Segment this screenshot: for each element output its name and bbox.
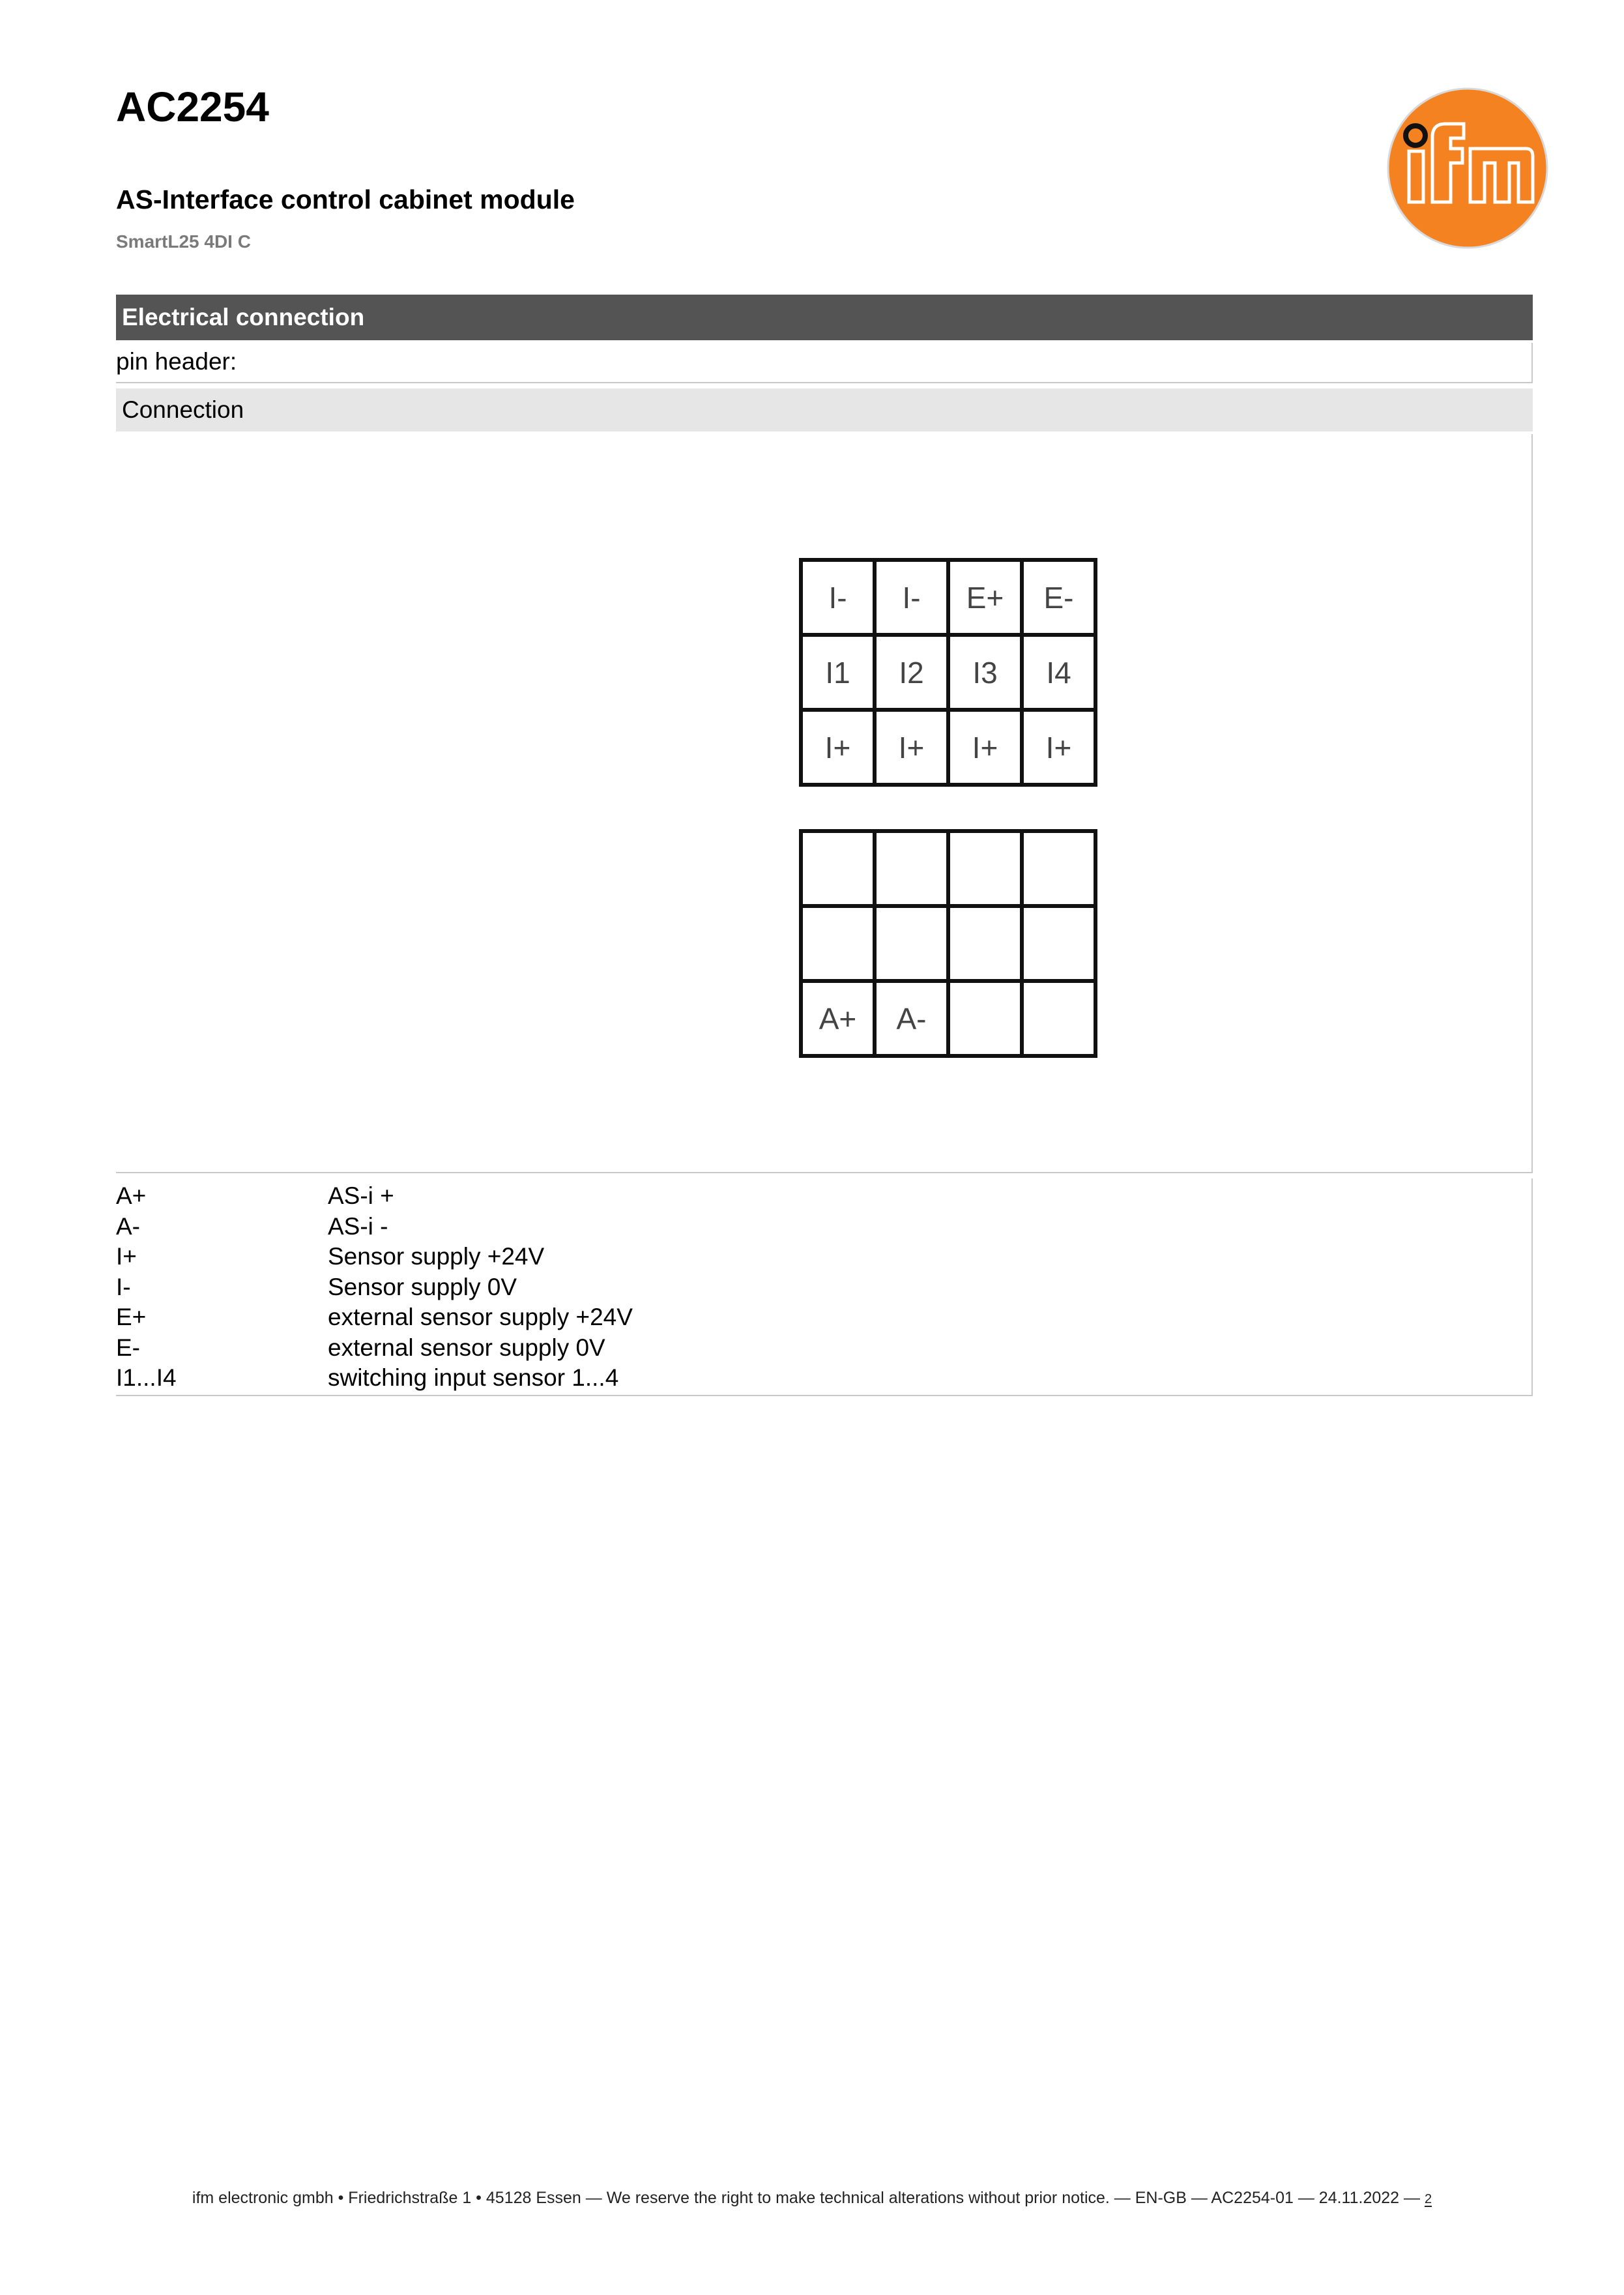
pin-cell — [948, 906, 1022, 981]
legend-code: I+ — [116, 1243, 137, 1270]
pin-cell: I- — [801, 560, 875, 635]
legend-row — [116, 1363, 1531, 1394]
pin-cell: I- — [875, 560, 948, 635]
pin-cell — [1022, 981, 1095, 1056]
legend-code: E- — [116, 1334, 140, 1361]
pin-cell: I+ — [801, 710, 875, 785]
pin-cell: I+ — [1022, 710, 1095, 785]
legend-description: Sensor supply 0V — [328, 1273, 517, 1300]
pin-cell — [1022, 831, 1095, 906]
pin-cell — [801, 906, 875, 981]
pin-cell — [875, 831, 948, 906]
pin-cell — [948, 981, 1022, 1056]
legend-code: I1...I4 — [116, 1364, 177, 1391]
pin-cell: I+ — [948, 710, 1022, 785]
legend-description: AS-i + — [328, 1182, 394, 1209]
legend-description: external sensor supply +24V — [328, 1304, 633, 1330]
legend-row — [116, 1181, 1531, 1212]
legend-description: external sensor supply 0V — [328, 1334, 605, 1361]
pin-cell: A+ — [801, 981, 875, 1056]
pin-cell: I3 — [948, 635, 1022, 710]
pin-cell — [948, 831, 1022, 906]
pin-cell: I1 — [801, 635, 875, 710]
legend-row — [116, 1302, 1531, 1333]
legend-code: A+ — [116, 1182, 147, 1209]
pin-cell: I2 — [875, 635, 948, 710]
ifm-logo — [1385, 86, 1550, 250]
pin-cell — [1022, 906, 1095, 981]
pin-cell: E- — [1022, 560, 1095, 635]
footer-text: ifm electronic gmbh • Friedrichstraße 1 • 45128 Essen — We reserve the right to make technical alterations without prior notice. — EN-GB — AC2254-01 — 24.11.2022 — — [192, 2189, 1421, 2207]
pin-cell: A- — [875, 981, 948, 1056]
product-code: AC2254 — [116, 83, 269, 130]
product-description: AS-Interface control cabinet module — [116, 184, 575, 214]
legend-description: AS-i - — [328, 1212, 388, 1240]
legend-code: I- — [116, 1273, 131, 1300]
legend-row — [116, 1242, 1531, 1272]
legend-code: A- — [116, 1212, 140, 1240]
connection-subheader: Connection — [116, 388, 1533, 431]
pin-grid-top — [799, 558, 1097, 787]
legend-row — [116, 1212, 1531, 1242]
footer-page-glyph: 2 — [1424, 2192, 1432, 2206]
pin-cell: I4 — [1022, 635, 1095, 710]
pin-cell: E+ — [948, 560, 1022, 635]
pin-cell — [801, 831, 875, 906]
pin-cell: I+ — [875, 710, 948, 785]
legend-code: E+ — [116, 1304, 147, 1330]
section-header-electrical-connection: Electrical connection — [116, 295, 1533, 340]
legend-row — [116, 1333, 1531, 1364]
page-footer — [0, 2189, 1624, 2208]
pin-header-row: pin header: — [116, 343, 1533, 383]
pin-cell — [875, 906, 948, 981]
legend-description: Sensor supply +24V — [328, 1243, 545, 1270]
legend-row — [116, 1272, 1531, 1303]
legend-description: switching input sensor 1...4 — [328, 1364, 619, 1391]
pin-legend — [116, 1178, 1533, 1396]
product-variant: SmartL25 4DI C — [116, 231, 251, 252]
pin-grid-bottom — [799, 829, 1097, 1058]
connection-diagram — [116, 434, 1533, 1173]
